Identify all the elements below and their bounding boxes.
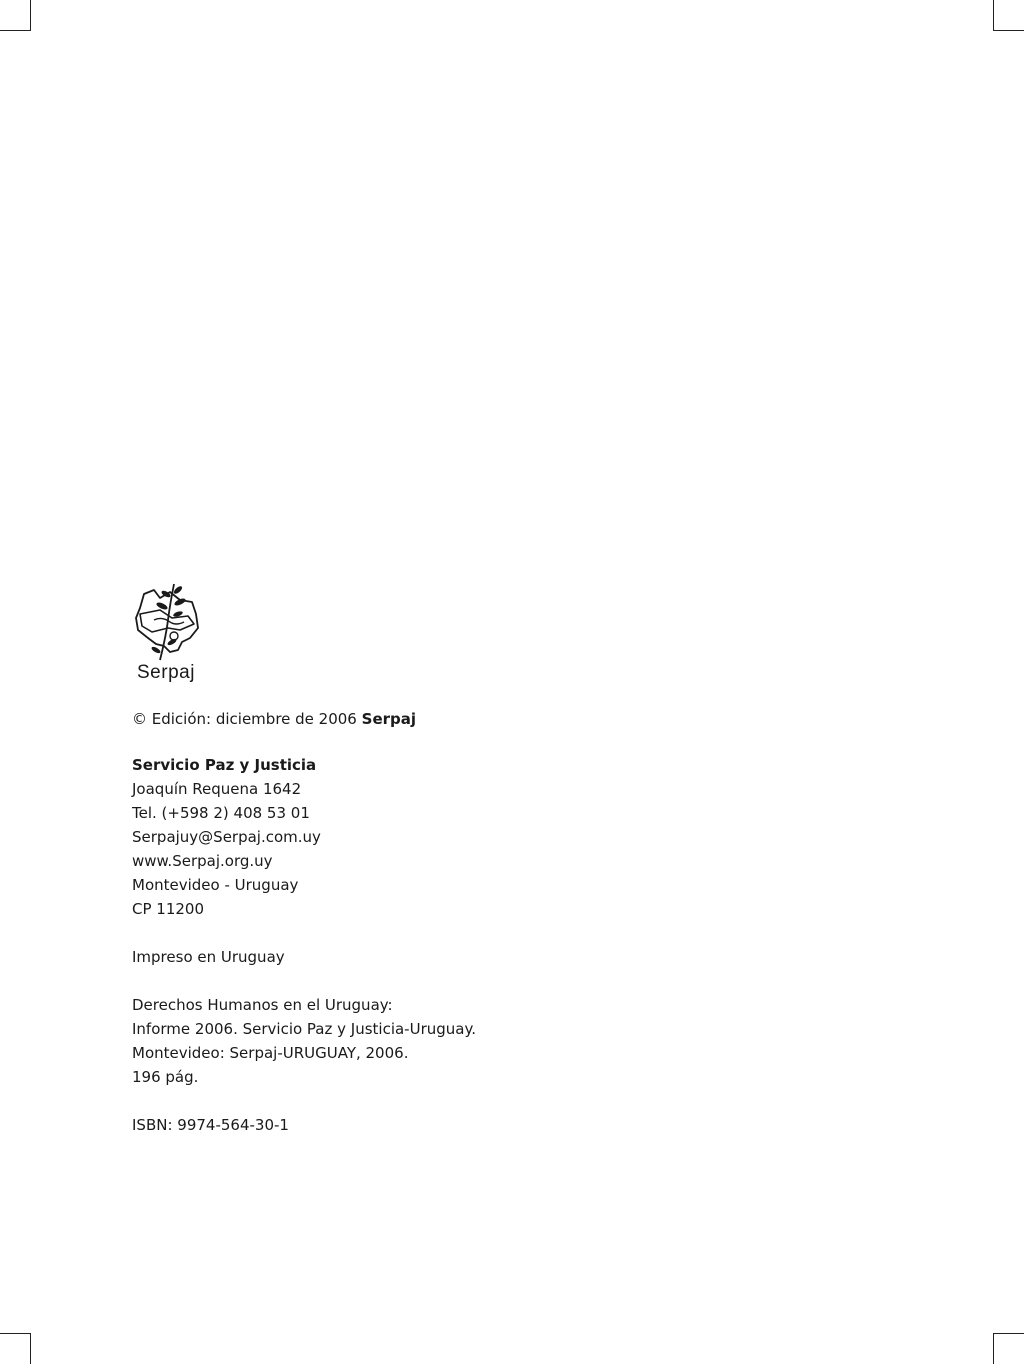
serpaj-logo [130, 580, 210, 690]
citation-line-4: 196 pág. [132, 1068, 199, 1086]
citation-block [132, 993, 476, 1089]
postal-code-line: CP 11200 [132, 900, 205, 918]
serpaj-emblem-icon [130, 580, 205, 665]
printed-line: Impreso en Uruguay [132, 948, 285, 966]
edition-publisher: Serpaj [361, 710, 417, 728]
edition-block [132, 707, 416, 731]
logo-wordmark: Serpaj [137, 662, 195, 683]
isbn-block [132, 1113, 289, 1137]
contact-block [132, 753, 321, 921]
website-line: www.Serpaj.org.uy [132, 852, 273, 870]
edition-line [132, 707, 416, 731]
edition-date: © Edición: diciembre de 2006 [132, 710, 357, 728]
address-line: Joaquín Requena 1642 [132, 780, 302, 798]
organization-name: Servicio Paz y Justicia [132, 756, 317, 774]
phone-line: Tel. (+598 2) 408 53 01 [132, 804, 310, 822]
email-line: Serpajuy@Serpaj.com.uy [132, 828, 321, 846]
citation-line-1: Derechos Humanos en el Uruguay: [132, 996, 393, 1014]
citation-line-3: Montevideo: Serpaj-URUGUAY, 2006. [132, 1044, 409, 1062]
citation-line-2: Informe 2006. Servicio Paz y Justicia-Uruguay. [132, 1020, 476, 1038]
printed-block [132, 945, 285, 969]
isbn-line: ISBN: 9974-564-30-1 [132, 1116, 289, 1134]
city-line: Montevideo - Uruguay [132, 876, 299, 894]
